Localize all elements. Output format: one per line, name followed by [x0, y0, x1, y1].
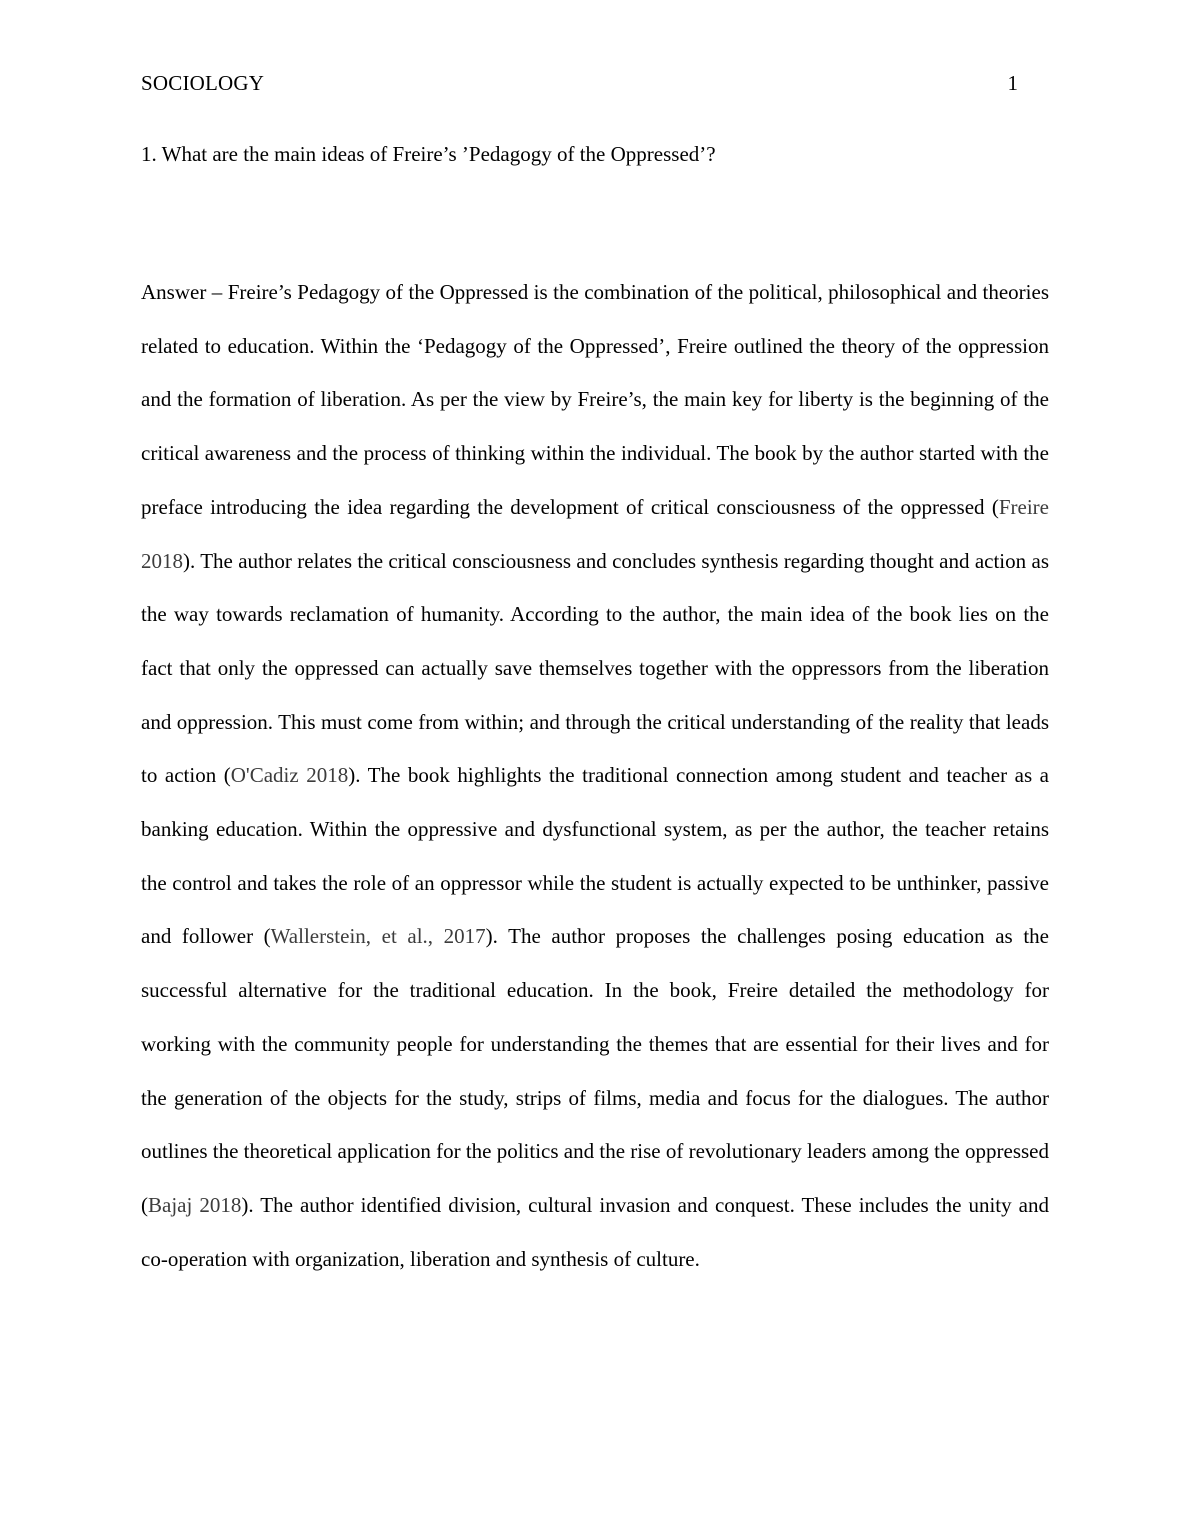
answer-text: ). The book highlights the traditional connection among student and teacher as a banking education. Within the oppressive and dysfunctional system, as per the author, the teacher retains the control and takes the role of an oppressor while the student is actually expected to be unthinker, passive and follower ( [141, 763, 1050, 949]
page-number: 1 [1007, 71, 1018, 95]
answer-text: ). The author identified division, cultural invasion and conquest. These includes the unity and co-operation with organization, liberation and synthesis of culture. [141, 1192, 1049, 1271]
answer-text: ). The author relates the critical consciousness and concludes synthesis regarding thought and action as the way towards reclamation of humanity. According to the author, the main idea of the book lies on the fact that only the oppressed can actually save themselves together with the oppressors from the liberation and oppression. This must come from within; and through the critical understanding of the reality that leads to action ( [141, 548, 1049, 788]
citation-freire: Freire 2018 [141, 494, 1049, 573]
answer-paragraph [141, 266, 1049, 1286]
running-head: SOCIOLOGY [141, 71, 265, 95]
citation-ocadiz: O'Cadiz 2018 [230, 763, 349, 788]
question-heading: 1. What are the main ideas of Freire’s ’Pedagogy of the Oppressed’? [141, 142, 716, 166]
citation-wallerstein: Wallerstein, et al., 2017 [270, 924, 486, 949]
answer-text: Answer – Freire’s Pedagogy of the Oppressed is the combination of the political, philosophical and theories related to education. Within the ‘Pedagogy of the Oppressed’, Freire outlined the theory of the oppression and the formation of liberation. As per the view by Freire’s, the main key for liberty is the beginning of the critical awareness and the process of thinking within the individual. The book by the author started with the preface introducing the idea regarding the development of critical consciousness of the oppressed ( [141, 280, 1049, 519]
citation-bajaj: Bajaj 2018 [148, 1192, 242, 1217]
answer-text: ). The author proposes the challenges posing education as the successful alternative for the traditional education. In the book, Freire detailed the methodology for working with the community people for understanding the themes that are essential for their lives and for the generation of the objects for the study, strips of films, media and focus for the dialogues. The author outlines the theoretical application for the politics and the rise of revolutionary leaders among the oppressed ( [141, 924, 1049, 1217]
